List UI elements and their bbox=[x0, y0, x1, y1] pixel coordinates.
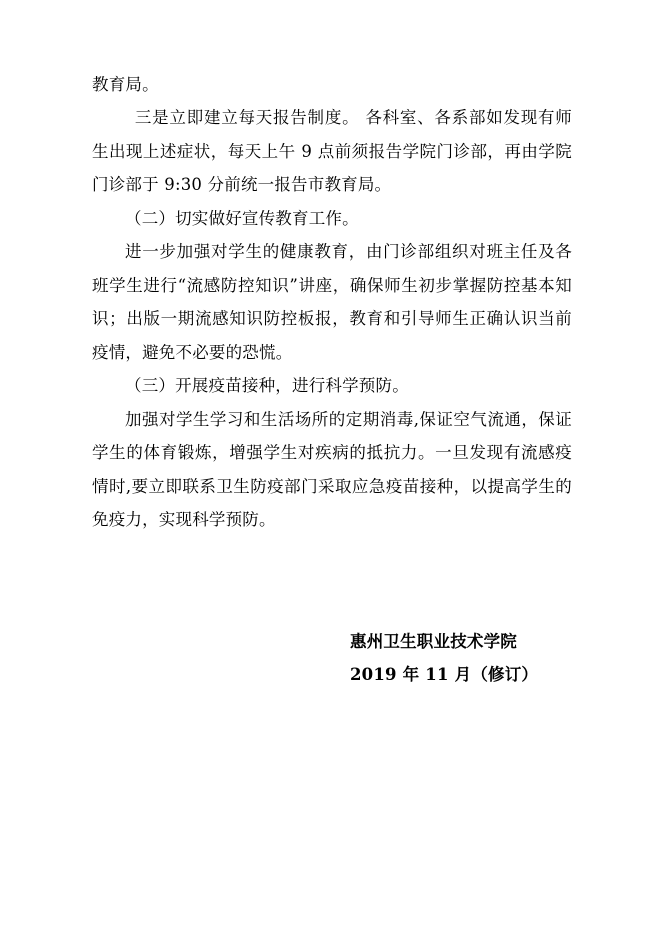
paragraph-3: （二）切实做好宣传教育工作。 bbox=[125, 208, 359, 228]
paragraph-2: 三是立即建立每天报告制度。 各科室、各系部如发现有师生出现上述症状，每天上午 9 点前须报告学院门诊部，再由学院门诊部于 9:30 分前统一报告市教育局。 bbox=[92, 108, 572, 195]
document-body bbox=[92, 68, 572, 537]
signature-block bbox=[92, 625, 572, 692]
paragraph-1: 教育局。 bbox=[92, 75, 159, 94]
paragraph-4: 进一步加强对学生的健康教育，由门诊部组织对班主任及各班学生进行“流感防控知识”讲座，确保师生初步掌握防控基本知识；出版一期流感知识防控板报，教育和引导师生正确认识当前疫情，避免不必要的恐慌。 bbox=[92, 242, 572, 362]
signature-date: 2019 年 11 月（修订） bbox=[350, 665, 539, 685]
signature-organization: 惠州卫生职业技术学院 bbox=[350, 632, 517, 651]
paragraph-6: 加强对学生学习和生活场所的定期消毒,保证空气流通，保证学生的体育锻炼，增强学生对疾病的抵抗力。一旦发现有流感疫情时,要立即联系卫生防疫部门采取应急疫苗接种，以提高学生的免疫力，实现科学预防。 bbox=[92, 409, 572, 530]
paragraph-5: （三）开展疫苗接种，进行科学预防。 bbox=[125, 376, 409, 396]
